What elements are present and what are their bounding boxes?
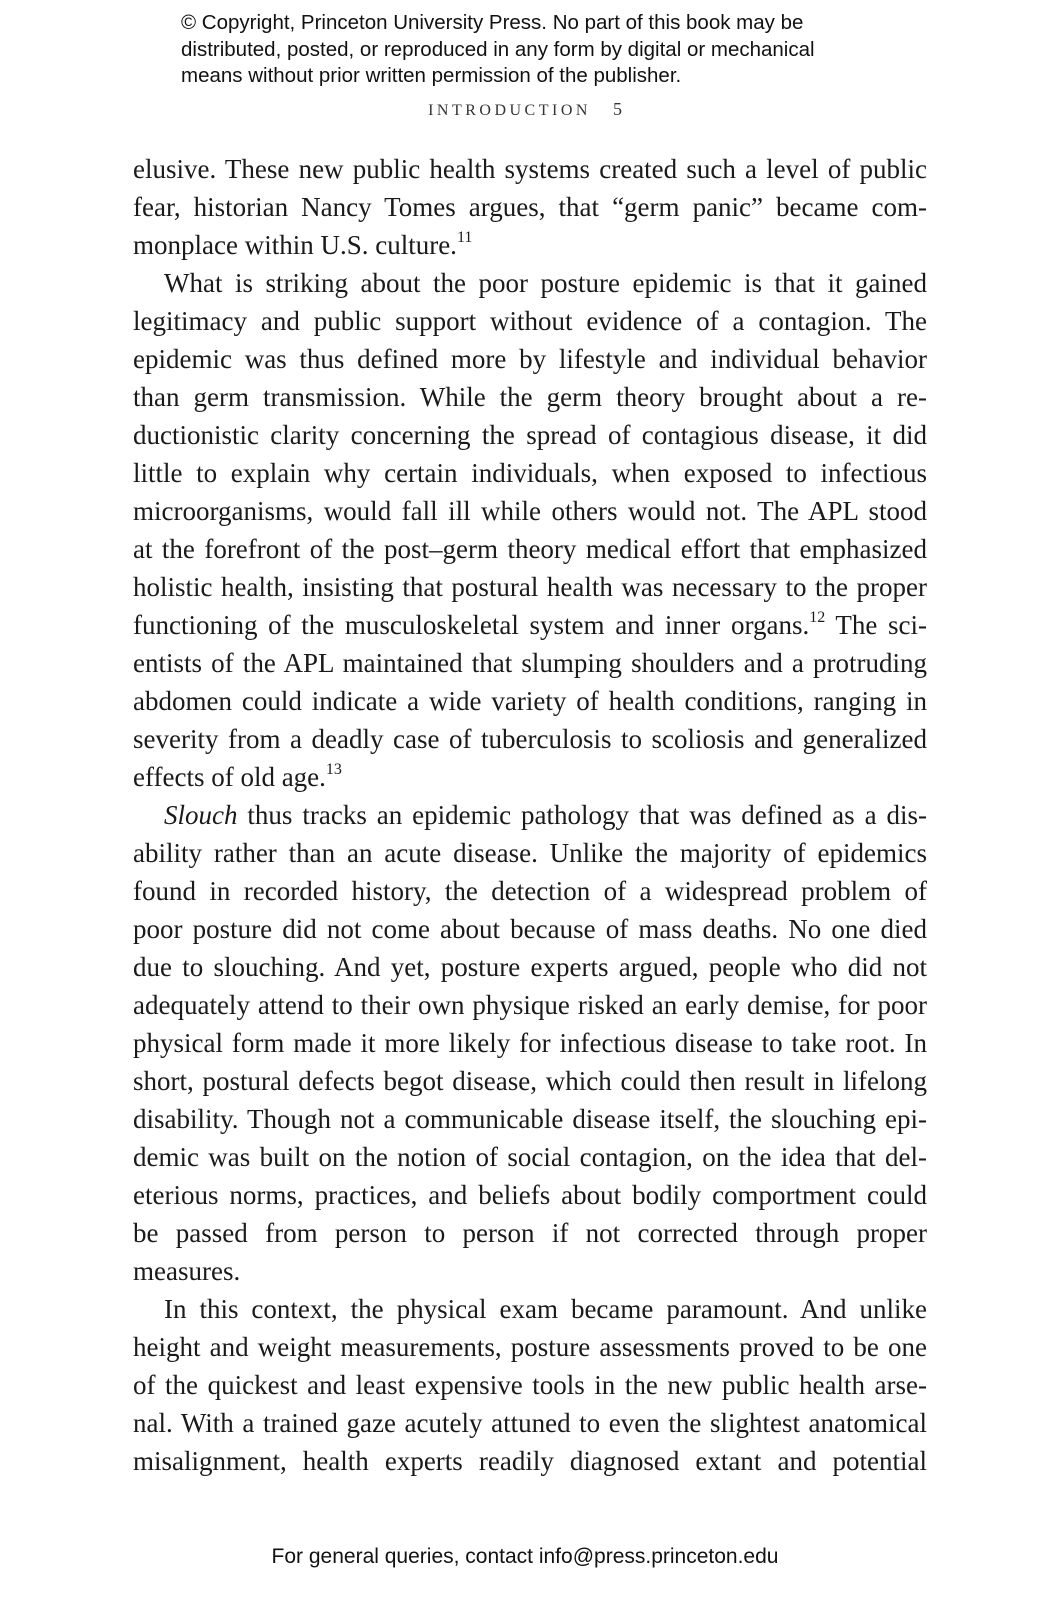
text-line: legitimacy and public support without evidence of a contagion. The bbox=[133, 306, 927, 336]
copyright-line: means without prior written permission of the publisher. bbox=[181, 64, 682, 87]
footnote-ref-12: 12 bbox=[809, 609, 826, 626]
text-line: holistic health, insisting that postural health was necessary to the proper bbox=[133, 572, 927, 602]
text-line: of the quickest and least expensive tools in the new public health arse- bbox=[133, 1370, 927, 1400]
text-line bbox=[133, 226, 927, 264]
text-line: elusive. These new public health systems created such a level of public bbox=[133, 154, 927, 184]
text-line: be passed from person to person if not corrected through proper bbox=[133, 1218, 927, 1248]
text-line: short, postural defects begot disease, which could then result in lifelong bbox=[133, 1066, 927, 1096]
text-line: found in recorded history, the detection of a widespread problem of bbox=[133, 876, 927, 906]
text-fragment: The sci- bbox=[825, 610, 927, 640]
book-title-italic: Slouch bbox=[164, 800, 238, 830]
text-line: entists of the APL maintained that slumping shoulders and a protruding bbox=[133, 648, 927, 678]
text-line: at the forefront of the post–germ theory medical effort that emphasized bbox=[133, 534, 927, 564]
text-fragment: functioning of the musculoskeletal system and inner organs. bbox=[133, 610, 810, 640]
footnote-ref-11: 11 bbox=[456, 229, 473, 246]
text-line: fear, historian Nancy Tomes argues, that “germ panic” became com- bbox=[133, 192, 927, 222]
paragraph-3 bbox=[133, 796, 927, 1290]
text-line: little to explain why certain individuals, when exposed to infectious bbox=[133, 458, 927, 488]
text-line bbox=[133, 1290, 927, 1328]
text-line bbox=[133, 264, 927, 302]
text-line: nal. With a trained gaze acutely attuned to even the slightest anatomical bbox=[133, 1408, 927, 1438]
text-line: physical form made it more likely for infectious disease to take root. In bbox=[133, 1028, 927, 1058]
text-line: abdomen could indicate a wide variety of health conditions, ranging in bbox=[133, 686, 927, 716]
text-line bbox=[133, 796, 927, 834]
text-fragment: effects of old age. bbox=[133, 762, 326, 792]
text-line: demic was built on the notion of social contagion, on the idea that del- bbox=[133, 1142, 927, 1172]
text-line bbox=[133, 758, 927, 796]
text-line: ability rather than an acute disease. Unlike the majority of epidemics bbox=[133, 838, 927, 868]
text-line: severity from a deadly case of tuberculosis to scoliosis and generalized bbox=[133, 724, 927, 754]
text-line: measures. bbox=[133, 1256, 241, 1286]
text-line: due to slouching. And yet, posture experts argued, people who did not bbox=[133, 952, 927, 982]
paragraph-2 bbox=[133, 264, 927, 796]
text-fragment: What is striking about the poor posture epidemic is that it gained bbox=[164, 268, 927, 298]
text-line: misalignment, health experts readily diagnosed extant and potential bbox=[133, 1446, 927, 1476]
text-fragment: thus tracks an epidemic pathology that was defined as a dis- bbox=[237, 800, 927, 830]
paragraph-1 bbox=[133, 150, 927, 264]
text-line: poor posture did not come about because of mass deaths. No one died bbox=[133, 914, 927, 944]
page-number: 5 bbox=[612, 99, 622, 119]
text-fragment: In this context, the physical exam became paramount. And unlike bbox=[164, 1294, 927, 1324]
text-line: than germ transmission. While the germ theory brought about a re- bbox=[133, 382, 927, 412]
chapter-title: INTRODUCTION bbox=[428, 102, 591, 119]
copyright-notice bbox=[181, 10, 941, 90]
text-line: microorganisms, would fall ill while others would not. The APL stood bbox=[133, 496, 927, 526]
contact-footer: For general queries, contact info@press.princeton.edu bbox=[271, 1545, 779, 1568]
text-line: ductionistic clarity concerning the spread of contagious disease, it did bbox=[133, 420, 927, 450]
running-head bbox=[0, 99, 1050, 120]
text-line: height and weight measurements, posture assessments proved to be one bbox=[133, 1332, 927, 1362]
text-line: disability. Though not a communicable disease itself, the slouching epi- bbox=[133, 1104, 927, 1134]
text-line: epidemic was thus defined more by lifestyle and individual behavior bbox=[133, 344, 927, 374]
copyright-line: © Copyright, Princeton University Press. No part of this book may be bbox=[181, 11, 804, 34]
body-text bbox=[133, 150, 927, 1480]
text-line: eterious norms, practices, and beliefs about bodily comportment could bbox=[133, 1180, 927, 1210]
copyright-line: distributed, posted, or reproduced in any form by digital or mechanical bbox=[181, 37, 815, 61]
text-line bbox=[133, 606, 927, 644]
footnote-ref-13: 13 bbox=[325, 761, 342, 778]
text-line: adequately attend to their own physique risked an early demise, for poor bbox=[133, 990, 927, 1020]
text-fragment: monplace within U.S. culture. bbox=[133, 230, 457, 260]
paragraph-4 bbox=[133, 1290, 927, 1480]
